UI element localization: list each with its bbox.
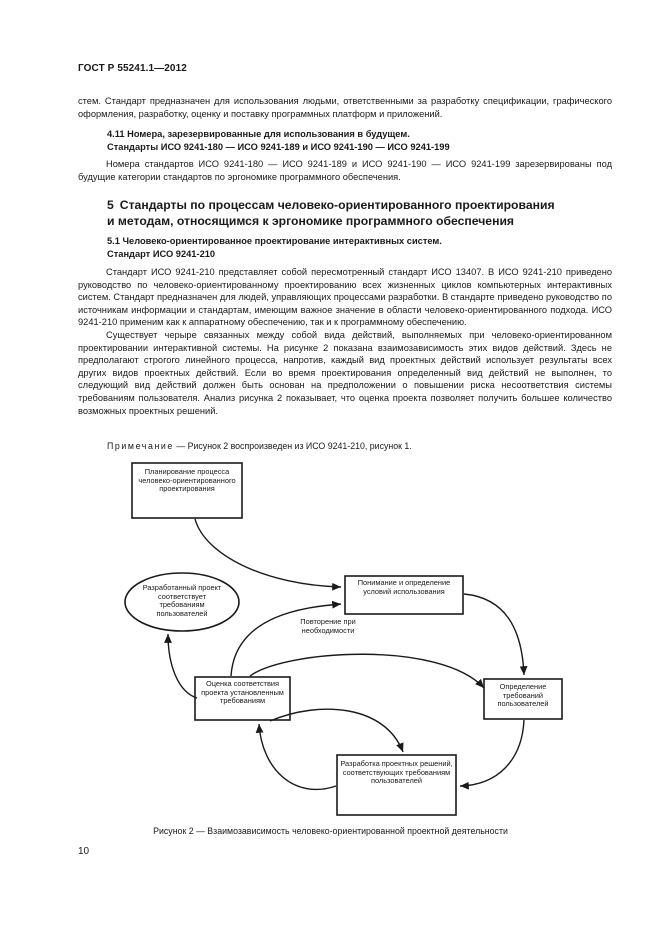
arrow-iterate-to-understanding xyxy=(231,604,341,676)
arrow-design-to-evaluation xyxy=(259,724,336,789)
subsection-5-1-title-line1: 5.1 Человеко-ориентированное проектирование интерактивных систем. xyxy=(107,236,442,246)
subsection-4-11-title-line1: 4.11 Номера, зарезервированные для использования в будущем. xyxy=(107,129,410,139)
subsection-4-11-body: Номера стандартов ИСО 9241-180 — ИСО 9241-189 и ИСО 9241-190 — ИСО 9241-199 зарезервированы под будущие категории стандартов по эргономике программного обеспечения. xyxy=(78,159,612,182)
evaluation-label: Оценка соответствия проекта установленным требованиям xyxy=(201,679,284,706)
planning-label: Планирование процесса человеко-ориентированного проектирования xyxy=(138,467,236,494)
page-header-standard: ГОСТ Р 55241.1—2012 xyxy=(78,63,187,74)
arrow-requirements-to-design xyxy=(460,720,524,786)
arrow-planning-to-understanding xyxy=(195,519,341,587)
subsection-5-1-paragraph2: Существует черыре связанных между собой вида действий, выполняемых при человеко-ориентированном проектировании интерактивной системы. На рисунке 2 показана взаимозависимость этих видов действий. Здесь не предполагают строгого линейного процесса, напротив, каждый вид проектных действий использует результаты всех других видов проектных действий. Если во время проектирования определенный вид действий не выполнен, то следующий вид действий должен быть основан на предположении о повышении риска несоответствия системы требованиям пользователя. Анализ рисунка 2 показывает, что оценка проекта позволяет получить большее количество возможных проектных решений. xyxy=(78,329,612,416)
intro-paragraph: стем. Стандарт предназначен для использования людьми, ответственными за разработку спецификации, графического оформления, разработку, оценку и поставку программных платформ и приложений. xyxy=(78,96,612,119)
understanding-label: Понимание и определение условий использования xyxy=(357,578,451,596)
design-label: Разработка проектных решений, соответствующих требованиям пользователей xyxy=(340,759,453,786)
section-5-number: 5 xyxy=(107,198,114,212)
arrow-evaluation-to-goal xyxy=(168,634,197,698)
iterate-label: Повторение при необходимости xyxy=(300,617,356,635)
subsection-5-1-paragraph1: Стандарт ИСО 9241-210 представляет собой пересмотренный стандарт ИСО 13407. В ИСО 9241-210 приведено руководство по человеко-ориентированному проектированию всех жизненных циклов компьютерных интерактивных систем. Стандарт предназначен для людей, управляющих процессами разработки. В стандарте приведено руководство по источникам информации и стандартам, имеющим важное значение в области человеко-ориентированного подхода. ИСО 9241-210 применим как к аппаратному обеспечению, так и к программному обеспечению. xyxy=(78,267,612,328)
subsection-5-1-title-line2: Стандарт ИСО 9241-210 xyxy=(107,248,216,259)
note-text: — Рисунок 2 воспроизведен из ИСО 9241-210, рисунок 1. xyxy=(176,441,412,451)
goal-label: Разработанный проект соответствует требованиям пользователей xyxy=(142,583,222,618)
page-number: 10 xyxy=(78,846,90,857)
figure-caption: Рисунок 2 — Взаимозависимость человеко-ориентированной проектной деятельности xyxy=(153,826,508,836)
arrow-understanding-to-requirements xyxy=(464,594,524,675)
requirements-label: Определение требований пользователей xyxy=(497,682,549,709)
section-5-title-line1: Стандарты по процессам человеко-ориентированного проектирования xyxy=(119,198,555,212)
note-label: Примечание xyxy=(107,441,174,451)
subsection-4-11-title-line2: Стандарты ИСО 9241-180 — ИСО 9241-189 и ИСО 9241-190 — ИСО 9241-199 xyxy=(107,141,450,152)
section-5-title-line2: и методам, относящимся к эргономике программного обеспечения xyxy=(107,214,515,228)
